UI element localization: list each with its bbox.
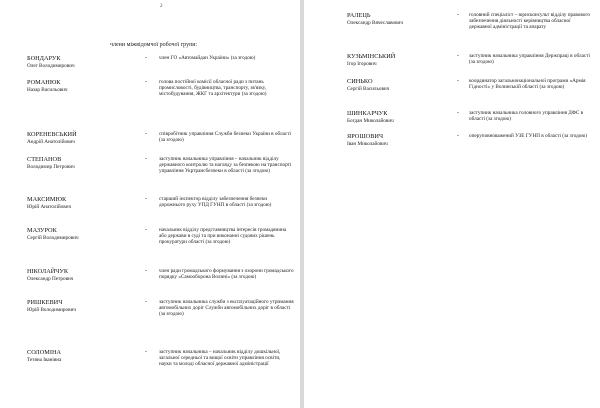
member-position: заступник начальника управління Держпраці в області (за згодою) bbox=[469, 53, 590, 66]
member-given-names: Олег Володимирович bbox=[27, 63, 75, 69]
dash: - bbox=[457, 53, 459, 59]
member-surname: ЯРОШОВИЧ bbox=[347, 133, 384, 140]
member-surname: СОЛОМІНА bbox=[27, 349, 62, 356]
section-heading: члени міжвідомчої робочої групи: bbox=[110, 42, 198, 48]
dash: - bbox=[145, 55, 147, 61]
member-surname: РИШКЕВИЧ bbox=[27, 299, 63, 306]
dash: - bbox=[145, 196, 147, 202]
dash: - bbox=[457, 78, 459, 84]
member-position: заступник начальника служби з експлуатаційного утримання автомобільних доріг Служби автомобільних доріг в області (за згодою) bbox=[159, 299, 294, 318]
dash: - bbox=[145, 268, 147, 274]
member-surname: ШИНКАРЧУК bbox=[347, 110, 388, 117]
member-position: начальник відділу представництва інтересів громадянина або держави в суді та при виконанні судових рішень прокуратури області (за згодою) bbox=[159, 227, 287, 246]
member-surname: МАЗУРОК bbox=[27, 227, 57, 234]
page-number: 2 bbox=[160, 4, 163, 9]
member-surname: СТЕПАНОВ bbox=[27, 156, 62, 163]
member-position: головний спеціаліст – юрисконсульт відділу правового забезпечення діяльності керівництва обласної державної адміністрації та апарату bbox=[469, 12, 590, 31]
member-surname: МАКСИМЮК bbox=[27, 196, 67, 203]
member-surname: НІКОЛАЙЧУК bbox=[27, 268, 69, 275]
member-given-names: Тетяна Іванівна bbox=[27, 357, 62, 363]
dash: - bbox=[145, 349, 147, 355]
member-surname: БОНДАРУК bbox=[27, 55, 61, 62]
member-surname: КОРЕНЕВСЬКИЙ bbox=[27, 131, 77, 138]
member-given-names: Богдан Миколайович bbox=[347, 118, 394, 124]
member-given-names: Ігор Ігорович bbox=[347, 61, 377, 67]
dash: - bbox=[145, 156, 147, 162]
member-given-names: Сергій Володимирович bbox=[27, 235, 79, 241]
member-given-names: Олександр Петрович bbox=[27, 276, 74, 282]
member-position: співробітник управління Служби безпеки України в області (за згодою) bbox=[159, 131, 291, 144]
dash: - bbox=[145, 227, 147, 233]
member-given-names: Юрій Анатолійович bbox=[27, 204, 72, 210]
member-position: оперуповноважений УЗЕ ГУНП в області (за згодою) bbox=[469, 133, 587, 139]
member-position: старший інспектор відділу забезпечення безпеки дорожнього руху УПД ГУНП в області (за згодою) bbox=[159, 196, 272, 209]
member-position: член ради громадського формування з охорони громадського порядку «Самооборона Волині» (за згодою) bbox=[159, 268, 294, 281]
member-surname: КУЗЬМІНСЬКИЙ bbox=[347, 53, 396, 60]
dash: - bbox=[457, 133, 459, 139]
member-position: голова постійної комісії обласної ради з питань промисловості, будівництва, транспорту, зв'язку, містобудування, ЖКГ та архітектури (за згодою) bbox=[159, 79, 267, 98]
member-given-names: Сергій Васильович bbox=[347, 86, 390, 92]
dash: - bbox=[145, 79, 147, 85]
member-position: заступник начальника – начальник відділу дошкільної, загальної середньої та вищої освіти управління освіти, науки та молоді обласної державної адміністрації bbox=[159, 349, 281, 368]
member-position: координатор загальнонаціональної програми «Армія Гідності» у Волинській області (за згодою) bbox=[469, 78, 586, 91]
dash: - bbox=[457, 12, 459, 18]
member-surname: РАЛЕЦЬ bbox=[347, 12, 371, 19]
dash: - bbox=[145, 299, 147, 305]
member-given-names: Назар Васильович bbox=[27, 87, 68, 93]
member-surname: СИНЬКО bbox=[347, 78, 373, 85]
dash: - bbox=[145, 131, 147, 137]
member-given-names: Андрій Анатолійович bbox=[27, 139, 75, 145]
right-page bbox=[304, 0, 600, 408]
dash: - bbox=[457, 110, 459, 116]
member-position: член ГО «Автомайдан України» (за згодою) bbox=[159, 55, 256, 61]
member-position: заступник начальника головного управління ДФС в області (за згодою) bbox=[469, 110, 584, 123]
member-given-names: Юрій Володимирович bbox=[27, 307, 76, 313]
member-surname: РОМАНЮК bbox=[27, 79, 61, 86]
member-position: заступник начальника управління – начальник відділу державного контролю та нагляду за безпекою на транспорті управління Укртрансбезпеки в області (за згодою) bbox=[159, 156, 292, 175]
member-given-names: Володимир Петрович bbox=[27, 164, 75, 170]
member-given-names: Олександр Вячеславович bbox=[347, 20, 403, 26]
member-given-names: Іван Миколайович bbox=[347, 141, 388, 147]
